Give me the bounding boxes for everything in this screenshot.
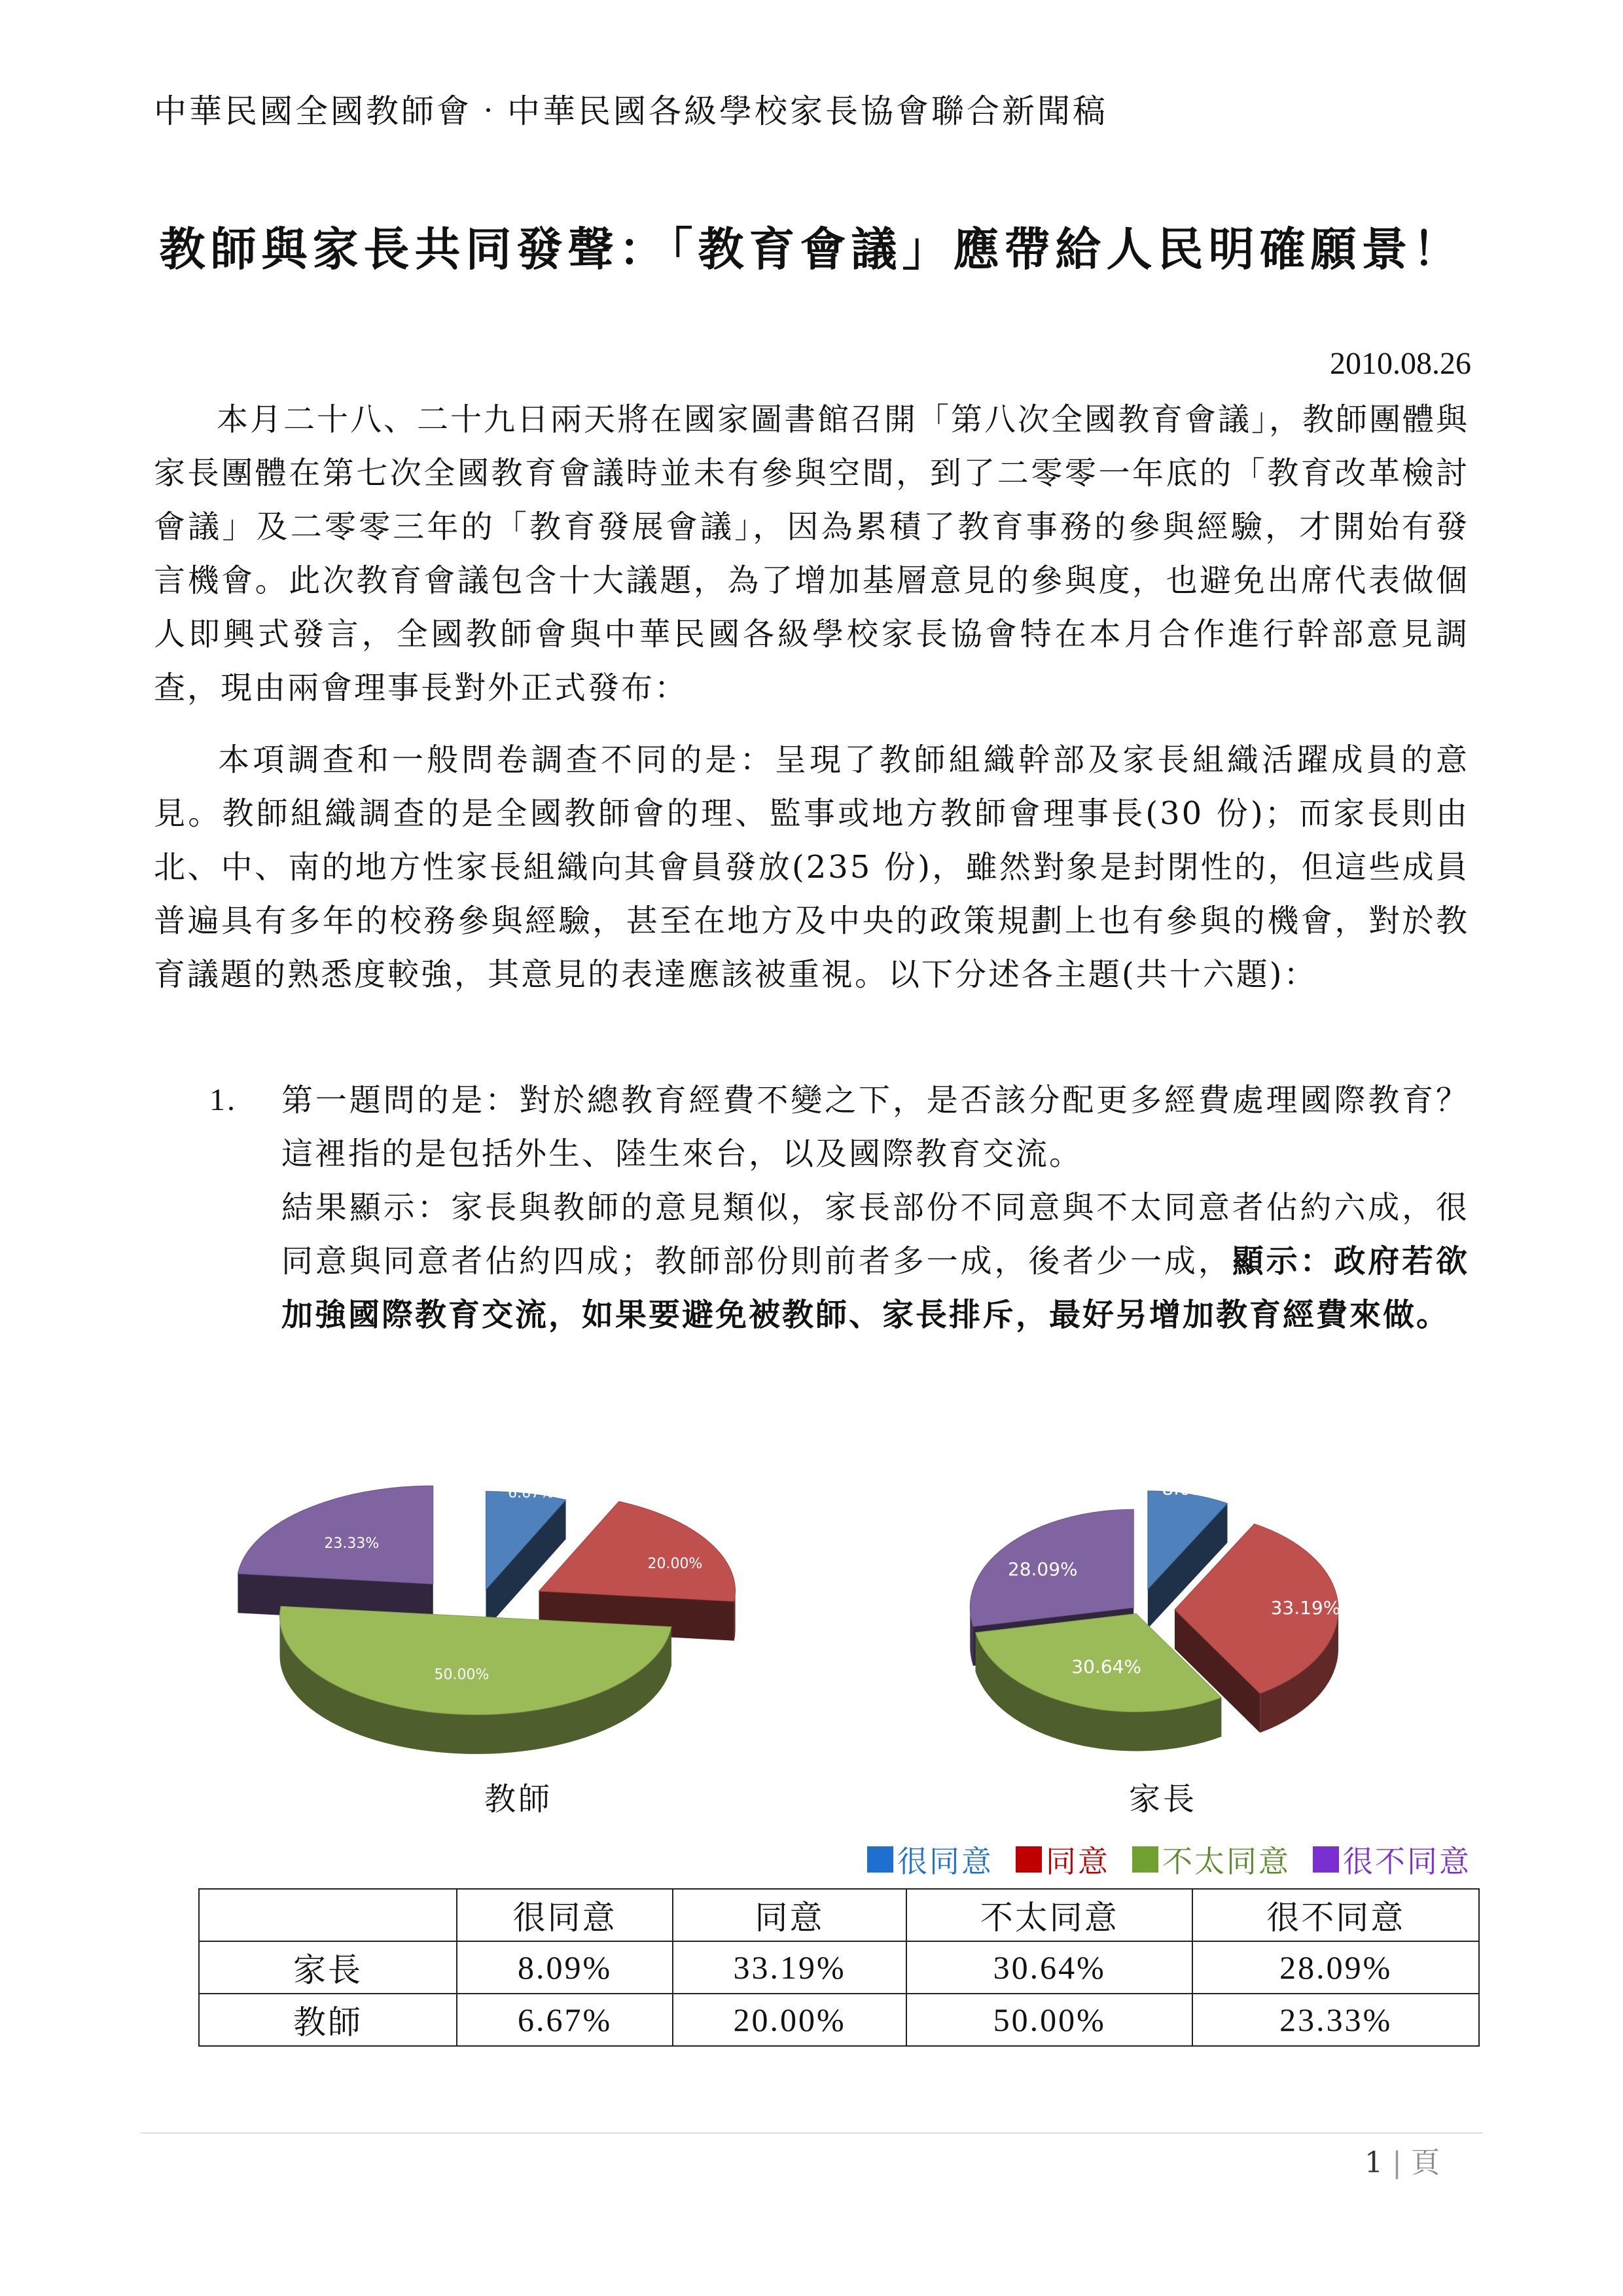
legend-label-agree: 同意 [1046, 1844, 1110, 1879]
legend-label-strongly-disagree: 很不同意 [1343, 1844, 1471, 1879]
legend-swatch-agree [1016, 1846, 1042, 1873]
pie-data-label-strongly-disagree: 23.33% [324, 1535, 380, 1552]
question-1-text: 第一題問的是：對於總教育經費不變之下，是否該分配更多經費處理國際教育？這裡指的是包括外生、陸生來台，以及國際教育交流。 [281, 1082, 1469, 1172]
table-cell: 30.64% [906, 1941, 1193, 1994]
legend-label-somewhat-disagree: 不太同意 [1162, 1844, 1291, 1879]
pie-data-label-agree: 20.00% [647, 1555, 703, 1572]
press-release-header: 中華民國全國教師會‧中華民國各級學校家長協會聯合新聞稿 [154, 92, 1108, 130]
results-table [198, 1888, 1480, 2047]
legend-item-strongly-disagree [1313, 1838, 1471, 1881]
question-1-conclusion: 顯示：政府若欲加強國際教育交流，如果要避免被教師、家長排斥，最好另增加教育經費來做。 [281, 1243, 1469, 1333]
legend-swatch-somewhat-disagree [1132, 1846, 1158, 1873]
table-row-label: 家長 [199, 1941, 457, 1994]
footer-separator: | [1392, 2146, 1402, 2179]
question-1-result [281, 1181, 1469, 1342]
page-number: 1 [1364, 2146, 1383, 2179]
release-date: 2010.08.26 [1330, 346, 1471, 381]
table-header-cell [199, 1889, 457, 1941]
table-row [199, 1941, 1479, 1994]
teacher-chart-label: 教師 [484, 1781, 553, 1818]
table-row-label: 教師 [199, 1994, 457, 2046]
legend-swatch-strongly-disagree [1313, 1846, 1339, 1873]
legend-item-somewhat-disagree [1132, 1838, 1291, 1881]
table-cell: 23.33% [1192, 1994, 1479, 2046]
table-cell: 28.09% [1192, 1941, 1479, 1994]
parent-chart-label: 家長 [1129, 1781, 1198, 1818]
pie-data-label-strongly-disagree: 28.09% [1007, 1558, 1078, 1581]
teacher-pie-chart [236, 1433, 825, 1806]
survey-paragraph-text: 本項調查和一般問卷調查不同的是：呈現了教師組織幹部及家長組織活躍成員的意見。教師組織調查的是全國教師會的理、監事或地方教師會理事長(30 份)；而家長則由北、中、南的地方性家長組織向其會員發放(235 份)，雖然對象是封閉性的，但這些成員普遍具有多年的校務參與經驗，甚至在地方及中央的政策規劃上也有參與的機會，對於教育議題的熟悉度較強，其意見的表達應該被重視。以下分述各主題(共十六題)： [154, 742, 1469, 993]
question-1-result-text: 結果顯示：家長與教師的意見類似，家長部份不同意與不太同意者佔約六成，很同意與同意者佔約四成；教師部份則前者多一成，後者少一成， [281, 1189, 1469, 1280]
question-1-body [281, 1073, 1469, 1342]
legend-item-agree [1016, 1838, 1110, 1881]
table-header-cell: 不太同意 [906, 1889, 1193, 1941]
survey-paragraph [154, 733, 1469, 1001]
footer-divider [141, 2132, 1482, 2134]
question-1-number: 1. [209, 1083, 237, 1117]
table-cell: 8.09% [457, 1941, 673, 1994]
pie-data-label-very-agree: 8.09% [1162, 1477, 1221, 1499]
table-header-cell: 很不同意 [1192, 1889, 1479, 1941]
question-1 [209, 1073, 1469, 1342]
table-cell: 33.19% [673, 1941, 906, 1994]
table-row [199, 1994, 1479, 2046]
table-header-row [199, 1889, 1479, 1941]
table-cell: 20.00% [673, 1994, 906, 2046]
page-word: 頁 [1411, 2146, 1440, 2179]
legend-swatch-very-agree [867, 1846, 893, 1873]
intro-paragraph-text: 本月二十八、二十九日兩天將在國家圖書館召開「第八次全國教育會議」，教師團體與家長團體在第七次全國教育會議時並未有參與空間，到了二零零一年底的「教育改革檢討會議」及二零零三年的「教育發展會議」，因為累積了教育事務的參與經驗，才開始有發言機會。此次教育會議包含十大議題，為了增加基層意見的參與度，也避免出席代表做個人即興式發言，全國教師會與中華民國各級學校家長協會特在本月合作進行幹部意見調查，現由兩會理事長對外正式發布： [154, 401, 1470, 706]
page-title: 教師與家長共同發聲：「教育會議」應帶給人民明確願景！ [159, 222, 1464, 276]
intro-paragraph [154, 393, 1469, 715]
parent-pie-chart [870, 1433, 1446, 1806]
table-cell: 6.67% [457, 1994, 673, 2046]
pie-data-label-somewhat-disagree: 50.00% [434, 1666, 490, 1683]
table-header-cell: 同意 [673, 1889, 906, 1941]
page-footer [1364, 2139, 1440, 2181]
legend-label-very-agree: 很同意 [897, 1844, 993, 1879]
table-cell: 50.00% [906, 1994, 1193, 2046]
pie-data-label-agree: 33.19% [1270, 1596, 1341, 1619]
legend-item-very-agree [867, 1838, 993, 1881]
chart-legend [867, 1838, 1471, 1881]
pie-slice-agree [539, 1501, 736, 1602]
table-header-cell: 很同意 [457, 1889, 673, 1941]
pie-data-label-somewhat-disagree: 30.64% [1071, 1655, 1142, 1677]
pie-data-label-very-agree: 6.67% [508, 1484, 554, 1501]
